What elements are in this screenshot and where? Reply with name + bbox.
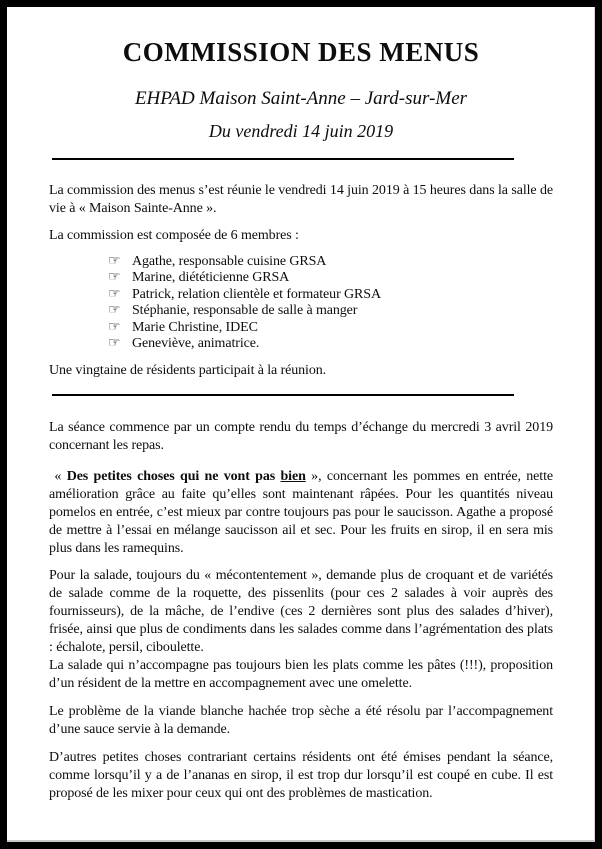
member-item [49, 287, 553, 304]
pointing-hand-icon: ☞ [108, 319, 121, 335]
member-label: Stéphanie, responsable de salle à manger [132, 303, 358, 319]
paragraph-attendance: Une vingtaine de résidents participait à la réunion. [49, 362, 327, 378]
members-list [49, 254, 553, 353]
member-label: Marine, diététicienne GRSA [132, 270, 290, 286]
document-header [49, 38, 553, 144]
paragraph-session-start: La séance commence par un compte rendu du temps d’échange du mercredi 3 avril 2019 concernant les repas. [49, 419, 553, 453]
pointing-hand-icon: ☞ [108, 303, 121, 319]
member-item [49, 270, 553, 287]
bold-phrase: Des petites choses qui ne vont pas [66, 468, 281, 484]
paragraph-salade: Pour la salade, toujours du « mécontentement », demande plus de croquant et de variétés de salade comme de la roquette, des pissenlits (pour ces 2 salades à voir auprès des fournisseurs), de la mâche, de l’endive (ces 2 dernières sont plus des salades d’hiver), frisée, ainsi que plus de condiments dans les salades comme dans l’agrémentation des plats : échalote, persil, ciboulette. [49, 567, 553, 655]
member-label: Agathe, responsable cuisine GRSA [132, 253, 327, 269]
paragraph-salade-accompagnement: La salade qui n’accompagne pas toujours bien les plats comme les pâtes (!!!), proposition d’un résident de la mettre en accompagnement avec une omelette. [49, 657, 553, 691]
member-label: Marie Christine, IDEC [132, 319, 258, 335]
paragraph-composition: La commission est composée de 6 membres : [49, 227, 299, 243]
member-item [49, 254, 553, 271]
paragraph-ananas: D’autres petites choses contrariant certains résidents ont été émises pendant la séance, comme lorsqu’il y a de l’ananas en sirop, il est trop dur lorsqu’il est coupé en cube. Il est proposé de les mixer pour ceux qui ont des problèmes de mastication. [49, 749, 553, 801]
member-item [49, 320, 553, 337]
pointing-hand-icon: ☞ [108, 253, 121, 269]
page-title: COMMISSION DES MENUS [122, 37, 480, 67]
paragraph-opening: La commission des menus s’est réunie le vendredi 14 juin 2019 à 15 heures dans la salle de vie à « Maison Sainte-Anne ». [49, 182, 553, 216]
document-date: Du vendredi 14 juin 2019 [208, 121, 394, 142]
member-item [49, 303, 553, 320]
document-content [7, 7, 595, 803]
document-subtitle: EHPAD Maison Saint-Anne – Jard-sur-Mer [134, 87, 468, 109]
intro-section [49, 160, 553, 380]
member-label: Geneviève, animatrice. [132, 336, 260, 352]
underlined-word: bien [280, 468, 306, 484]
quote-open: « [49, 468, 67, 484]
member-label: Patrick, relation clientèle et formateur GRSA [132, 286, 381, 302]
pointing-hand-icon: ☞ [108, 286, 121, 302]
paragraph-petites-choses [49, 468, 553, 558]
minutes-section [49, 396, 553, 803]
paragraph-rest: », concernant les pommes en entrée, nette amélioration grâce au faite qu’elles sont maintenant râpées. Pour les quantités niveau pomelos en entrée, c’est mieux par contre toujours pas pour le saucisson. Agathe a proposé de mettre à l’essai en mélange saucisson ail et sec. Pour les fruits en sirop, il en sera mis plus dans les ramequins. [49, 468, 553, 556]
pointing-hand-icon: ☞ [108, 270, 121, 286]
member-item [49, 336, 553, 353]
pointing-hand-icon: ☞ [108, 336, 121, 352]
paragraph-viande: Le problème de la viande blanche hachée trop sèche a été résolu par l’accompagnement d’une sauce servie à la demande. [49, 703, 553, 737]
